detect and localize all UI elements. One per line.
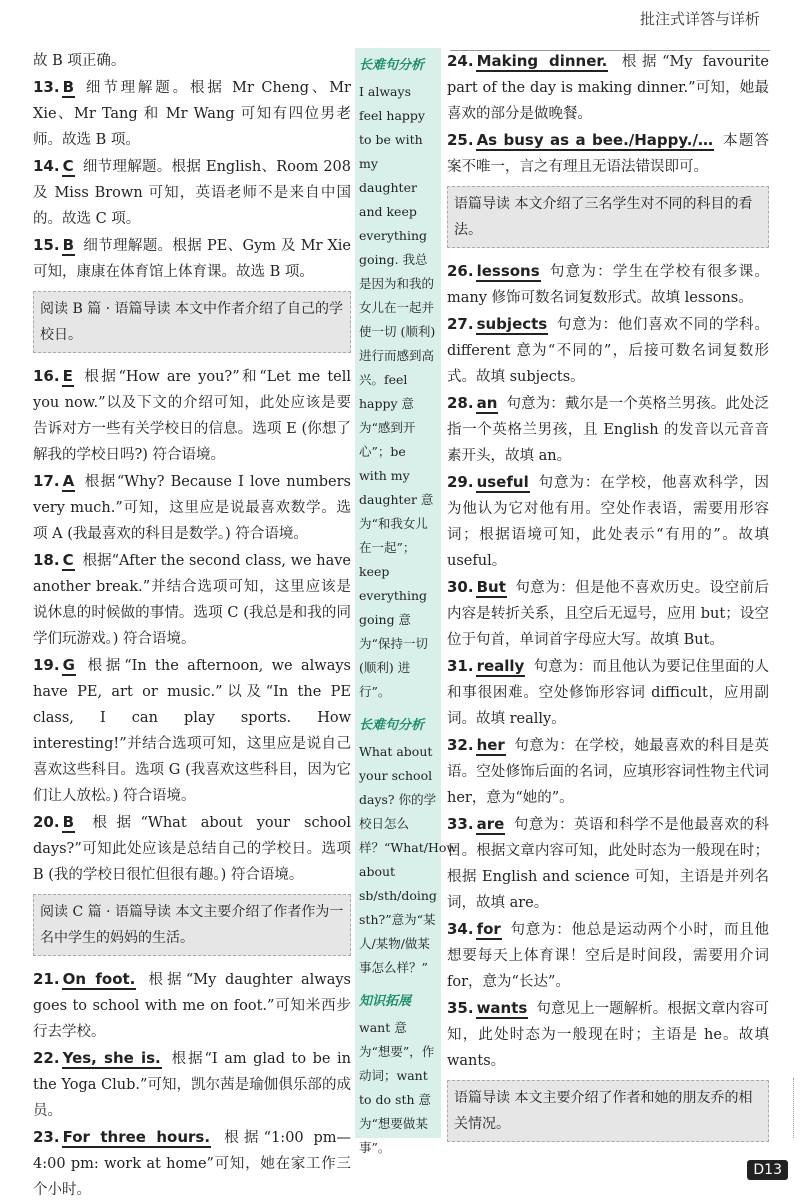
answer-item [447,732,769,811]
guide-reading-e: 语篇导读 本文主要介绍了作者和她的朋友乔的相关情况。 [447,1080,769,1142]
answer-key: her [476,736,505,754]
answer-item [447,811,769,916]
answer-key: wants [476,999,528,1017]
sidebar-note [359,54,437,704]
answer-key: For three hours. [62,1128,211,1146]
answer-item [447,916,769,995]
explanation-text: 根据“How are you?”和“Let me tell you now.”以及下文的介绍可知，此处应该是要告诉对方一些有关学校日的信息。选项 E (你想了解我的学校日吗?) 符合语境。 [33,369,351,463]
annotation-sidebar [355,48,458,1155]
explanation-text: 根据“1:00 pm—4:00 pm: work at home”可知，她在家工作三个小时。 [33,1130,351,1198]
question-number: 35. [447,999,474,1017]
question-number: 24. [447,52,474,70]
explanation-text: 细节理解题。根据 Mr Cheng、Mr Xie、Mr Tang 和 Mr Wang 可知有四位男老师。故选 B 项。 [33,80,351,148]
answer-key: G [62,656,75,674]
answer-item [447,48,769,127]
answer-key: for [476,920,501,938]
sidebar-note [359,714,458,980]
explanation-text: 根据“I am glad to be in the Yoga Club.”可知，凯尔茜是瑜伽俱乐部的成员。 [33,1051,351,1119]
answer-key: C [62,157,74,175]
answer-key: C [62,551,74,569]
explanation-text: 句意见上一题解析。根据文章内容可知，此处时态为一般现在时；主语是 he。故填 wants。 [447,1001,769,1069]
answer-key: Yes, she is. [62,1049,161,1067]
question-number: 19. [33,656,60,674]
question-number: 18. [33,551,60,569]
guide-reading-c: 阅读 C 篇 · 语篇导读 本文主要介绍了作者作为一名中学生的妈妈的生活。 [33,894,351,956]
sidebar-note-text: I always feel happy to be with my daughter and keep everything going. 我总是因为和我的女儿在一起并使一切 (顺利) 进行而感到高兴。feel happy 意为“感到开心”；be with my daughter 意为“和我女儿在一起”；keep everything going 意为“保持一切 (顺利) 进行”。 [359,84,436,699]
explanation-text: 句意为：而且他认为要记住里面的人和事很困难。空处修饰形容词 difficult，应用副词。故填 really。 [447,659,769,727]
answer-key: really [476,657,525,675]
explanation-text: 细节理解题。根据 PE、Gym 及 Mr Xie 可知，康康在体育馆上体育课。故选 B 项。 [33,238,351,280]
question-number: 27. [447,315,474,333]
question-number: 13. [33,78,60,96]
answer-item [447,574,769,653]
page-header-title: 批注式详答与详析 [639,10,760,28]
answer-item [33,547,351,652]
question-number: 20. [33,813,60,831]
sidebar-note-text: What about your school days? 你的学校日怎么样？“What/How about sb/sth/doing sth?”意为“某人/某物/做某事怎么样？” [359,744,458,975]
explanation-text: 句意为：他总是运动两个小时，而且他想要每天上体育课！空后是时间段，需要用介词 for，意为“长达”。 [447,922,769,990]
explanation-text: 根据“My favourite part of the day is making dinner.”可知，她最喜欢的部分是做晚餐。 [447,54,770,122]
sidebar-note-text: want 意为“想要”，作动词；want to do sth 意为“想要做某事”。 [359,1020,435,1155]
explanation-text: 根据“My daughter always goes to school with me on foot.”可知米西步行去学校。 [33,972,351,1040]
question-number: 26. [447,262,474,280]
answer-item [447,311,769,390]
answer-item [33,1124,351,1203]
answer-item [33,1045,351,1124]
answer-item [33,74,351,153]
answer-item [33,232,351,285]
answer-key: B [62,236,75,254]
answer-key: an [476,394,498,412]
explanation-text: 句意为：戴尔是一个英格兰男孩。此处泛指一个英格兰男孩，且 English 的发音以元音音素开头，故填 an。 [447,396,769,464]
answer-key: subjects [476,315,548,333]
page-edge-dots [793,1078,800,1138]
answer-key: As busy as a bee./Happy./… [476,131,713,149]
question-number: 15. [33,236,60,254]
answer-key: E [62,367,73,385]
answer-key: On foot. [62,970,136,988]
answer-key: But [476,578,506,596]
answer-key: are [476,815,505,833]
answer-key: Making dinner. [476,52,608,70]
sidebar-note-title: 长难句分析 [359,718,425,733]
question-number: 21. [33,970,60,988]
question-number: 17. [33,472,60,490]
answer-item [447,258,769,311]
answer-key: B [62,78,75,96]
question-number: 23. [33,1128,60,1146]
answer-key: A [62,472,75,490]
question-number: 25. [447,131,474,149]
explanation-text: 根据“Why? Because I love numbers very much.”可知，这里应是说最喜欢数学。选项 A (我最喜欢的科目是数学。) 符合语境。 [33,474,351,542]
explanation-text: 句意为：英语和科学不是他最喜欢的科目。根据文章内容可知，此处时态为一般现在时；根据 English and science 可知，主语是并列名词，故填 are。 [447,817,769,911]
answer-item [447,995,769,1074]
question-number: 34. [447,920,474,938]
explanation-text: 句意为：在学校，她最喜欢的科目是英语。空处修饰后面的名词，应填形容词性物主代词 her，意为“她的”。 [447,738,769,806]
explanation-text: 根据“After the second class, we have another break.”并结合选项可知，这里应该是说休息的时候做的事情。选项 C (我总是和我的同学们玩游戏。) 符合语境。 [33,553,351,647]
explanation-text: 句意为：学生在学校有很多课。many 修饰可数名词复数形式。故填 lessons。 [447,264,769,306]
answer-item [33,652,351,809]
explanation-text: 根据“What about your school days?”可知此处应该是总结自己的学校日。选项 B (我的学校日很忙但很有趣。) 符合语境。 [33,815,351,883]
answer-item [33,363,351,468]
question-number: 29. [447,473,474,491]
page-number: D13 [747,1160,788,1180]
answer-item [33,809,351,888]
answer-item [33,966,351,1045]
explanation-text: 根据“In the afternoon, we always have PE, art or music.”以及“In the PE class, I can play sports. How interesting!”并结合选项可知，这里应是说自己喜欢这些科目。选项 G (我喜欢这些科目，因为它们让人放松。) 符合语境。 [33,658,351,804]
explanation-text: 细节理解题。根据 English、Room 208 及 Miss Brown 可知，英语老师不是来自中国的。故选 C 项。 [33,159,351,227]
explanation-text: 本题答案不唯一，言之有理且无语法错误即可。 [447,133,769,175]
right-column [447,48,769,1152]
answer-item [447,390,769,469]
guide-reading-b: 阅读 B 篇 · 语篇导读 本文中作者介绍了自己的学校日。 [33,291,351,353]
answer-key: lessons [476,262,540,280]
left-column [33,48,351,1203]
answer-item [33,468,351,547]
guide-reading-d: 语篇导读 本文介绍了三名学生对不同的科目的看法。 [447,186,769,248]
question-number: 14. [33,157,60,175]
sidebar-note [359,990,437,1160]
answer-key: useful [476,473,529,491]
question-number: 33. [447,815,474,833]
question-number: 32. [447,736,474,754]
sidebar-note-title: 知识拓展 [359,994,412,1009]
sidebar-note-title: 长难句分析 [359,58,425,73]
answer-item [447,653,769,732]
answer-item [33,153,351,232]
question-number: 31. [447,657,474,675]
answer-item [447,127,769,180]
explanation-text: 句意为：在学校，他喜欢科学，因为他认为它对他有用。空处作表语，需要用形容词；根据语境可知，此处表示“有用的”。故填 useful。 [447,475,769,569]
question-number: 22. [33,1049,60,1067]
answer-item [447,469,769,574]
question-number: 16. [33,367,60,385]
answer-key: B [62,813,75,831]
question-number: 28. [447,394,474,412]
explanation-text: 句意为：但是他不喜欢历史。设空前后内容是转折关系，且空后无逗号，应用 but；设空位于句首，单词首字母应大写。故填 But。 [447,580,769,648]
question-number: 30. [447,578,474,596]
explanation-text: 句意为：他们喜欢不同的学科。different 意为“不同的”，后接可数名词复数形式。故填 subjects。 [447,317,769,385]
intro-text: 故 B 项正确。 [33,53,126,69]
